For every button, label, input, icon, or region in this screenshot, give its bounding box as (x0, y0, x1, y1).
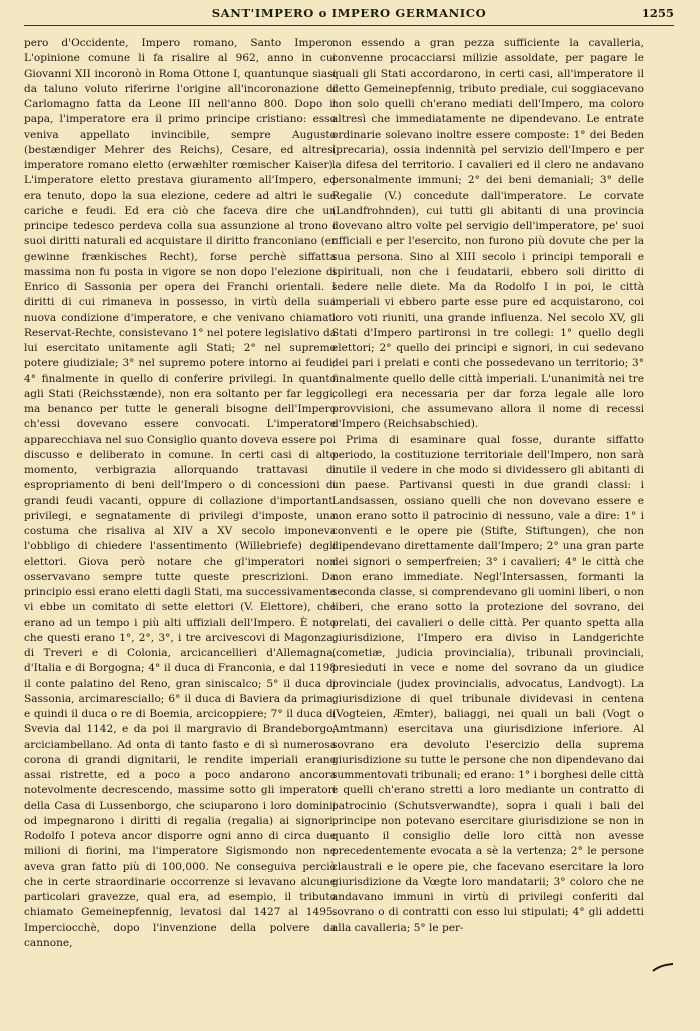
right-column (332, 36, 644, 996)
right-paragraph-1: non essendo a gran pezza sufficiente la cavalleria, convenne procacciarsi milizie assoldate, per pagare le quali gli Stati accordarono, in certi casi, all'imperatore il detto Gemeinepfennig, tributo prediale, cui soggiacevano non solo quelli ch'erano mediati dell'Impero, ma coloro altresì che immediatamente ne dipendevano. Le entrate ordinarie solevano inoltre essere composte: 1° dei Beden (precaria), ossia indennità pel servizio dell'Impero e per la difesa del territorio. I cavalieri ed il clero ne andavano personalmente immuni; 2° dei beni demaniali; 3° delle Regalie (V.) concedute dall'imperatore. Le corvate (Landfrohnden), cui tutti gli abitanti di una provincia dovevano altro volte pel servigio dell'imperatore, pe' suoi ufficiali e per l'esercito, non furono più dovute che per la sua persona. Sino al XIII secolo i principi temporali e spirituali, non che i feudatarii, ebbero soli diritto di sedere nelle diete. Ma da Rodolfo I in poi, le città imperiali vi ebbero parte esse pure ed acquistarono, coi loro voti riuniti, una grande influenza. Nel secolo XV, gli Stati d'Impero partironsi in tre collegi: 1° quello degli elettori; 2° quello dei principi e signori, in cui sedevano dei pari i prelati e conti che possedevano un territorio; 3° finalmente quello delle città imperiali. L'unanimità nei tre collegi era necessaria per dar forza legale alle loro provvisioni, che assumevano allora il nome di recessi d'Impero (Reichsabschied). (332, 37, 644, 431)
right-paragraph-2: Prima di esaminare qual fosse, durante siffatto periodo, la costituzione territoriale dell'Impero, non sarà inutile il vedere in che modo si dividessero gli abitanti di un paese. Partivansi questi in due grandi classi: i Landsassen, ossiano quelli che non dovevano essere e non erano sotto il patrocinio di nessuno, vale a dire: 1° i conventi e le opere pie (Stifte, Stiftungen), che non dipendevano direttamente dall'Impero; 2° una gran parte dei signori o semperfreien; 3° i cavalieri; 4° le città che non erano immediate. Negl'Intersassen, formanti la seconda classe, si comprendevano gli uomini liberi, o non liberi, che erano sotto la protezione del sovrano, dei prelati, dei cavalieri o delle città. Per quanto spetta alla giurisdizione, l'Impero era diviso in Landgerichte (cometiæ, judicia provincialia), tribunali provinciali, presieduti in vece e nome del sovrano da un giudice provinciale (judex provincialis, advocatus, Landvogt). La giurisdizione di quel tribunale dividevasi in centena (Vogteien, Æmter), baliaggi, nei quali un bali (Vogt o Amtmann) esercitava una giurisdizione inferiore. Al sovrano era devoluto l'esercizio della suprema giurisdizione su tutte le persone che non dipendevano dai summentovati tribunali; ed erano: 1° i borghesi delle città e quelli ch'erano stretti a loro mediante un contratto di patrocinio (Schutsverwandte), sopra i quali i bali del principe non potevano esercitare giurisdizione se non in quanto il consiglio delle loro città non avesse precedentemente evocata a sè la vertenza; 2° le persone claustrali e le opere pie, che facevano esercitare la loro giurisdizione da Vœgte loro mandatarii; 3° coloro che ne andavano immuni in virtù di privilegi conferiti dal sovrano o di contratti con esso lui stipulati; 4° gli addetti alla cavalleria; 5° le per- (332, 433, 644, 934)
running-header (24, 6, 674, 26)
ink-mark-icon (652, 962, 674, 972)
header-rule (24, 25, 674, 26)
running-title: SANT'IMPERO o IMPERO GERMANICO (211, 6, 487, 20)
page-number: 1255 (641, 6, 674, 20)
left-paragraph-1: pero d'Occidente, Impero romano, Santo Impero. L'opinione comune li fa risalire al 962, anno in cui Giovanni XII incoronò in Roma Ottone I, quantunque siasi da taluno voluto riferirne l'origine all'incoronazione di Carlomagno fatta da Leone III nell'anno 800. Dopo il papa, l'imperatore era il primo principe cristiano: esso veniva appellato invincibile, sempre Augusto (bestændiger Mehrer des Reichs), Cesare, ed altresì imperatore romano eletto (erwæhlter rœmischer Kaiser). L'imperatore eletto prestava giuramento all'Impero, ed era tenuto, dopo la sua elezione, cedere ad altri le sue cariche e feudi. Ed era ciò che faceva dire che un principe tedesco perdeva colla sua assunzione al trono i suoi diritti naturali ed acquistare il diritto franconiano (er gewinne frænkisches Recht), forse perchè siffatta massima non fu posta in vigore se non dopo l'elezione di Enrico di Sassonia per opera dei Franchi orientali. I diritti di cui rimaneva in possesso, in virtù della sua nuova condizione d'imperatore, e che venivano chiamati Reservat-Rechte, consistevano 1° nel potere legislativo da lui esercitato unitamente agli Stati; 2° nel supremo potere giudiziale; 3° nel supremo potere intorno ai feudi; 4° finalmente in quello di conferire privilegi. In quanto agli Stati (Reichsstænde), non era soltanto per far leggi, ma benanco per tutte le generali bisogne dell'Impero ch'essi dovevano essere convocati. L'imperatore apparecchiava nel suo Consiglio quanto doveva essere poi discusso e deliberato in comune. In certi casi di alto momento, verbigrazia allorquando trattavasi di espropriamento di beni dell'Impero o di concessioni di grandi feudi vacanti, oppure di collazione d'importanti privilegi, e segnatamente di privilegi d'imposte, una costuma che risaliva al XIV a XV secolo imponeva l'obbligo di chiedere l'assentimento (Willebriefe) degli elettori. Giova però notare che gl'imperatori non osservavano sempre tutte queste prescrizioni. Da principio essi erano eletti dagli Stati, ma successivamente vi ebbe un comitato di sette elettori (V. Elettore), che erano ad un tempo i più alti uffiziali dell'Impero. È noto che questi erano 1°, 2°, 3°, i tre arcivescovi di Magonza, di Treveri e di Colonia, arcicancellieri d'Allemagna, d'Italia e di Borgogna; 4° il duca di Franconia, e dal 1198 il conte palatino del Reno, gran siniscalco; 5° il duca di Sassonia, arcimaresciallo; 6° il duca di Baviera da prima, e quindi il duca o re di Boemia, arcicoppiere; 7° il duca di Svevia dal 1142, e da poi il margravio di Brandeborgo, arciciambellano. Ad onta di tanto fasto e di sì numerosa corona di grandi dignitarii, le rendite imperiali erano assai ristrette, ed a poco a poco andarono ancora notevolmente decrescendo, massime sotto gli imperatori della Casa di Lussenborgo, che sciuparono i loro dominii od impegnarono i diritti di regalia (regalia) ai signori. Rodolfo I poteva ancor disporre ogni anno di circa due milioni di fiorini, ma l'imperatore Sigismondo non ne aveva gran fatto più di 100,000. Ne conseguiva perciò che in certe straordinarie occorrenze si levavano alcune particolari gravezze, qual era, ad esempio, il tributo chiamato Gemeinepfennig, levatosi dal 1427 al 1495. Imperciocchè, dopo l'invenzione della polvere da cannone, (24, 37, 336, 949)
left-column (24, 36, 336, 996)
